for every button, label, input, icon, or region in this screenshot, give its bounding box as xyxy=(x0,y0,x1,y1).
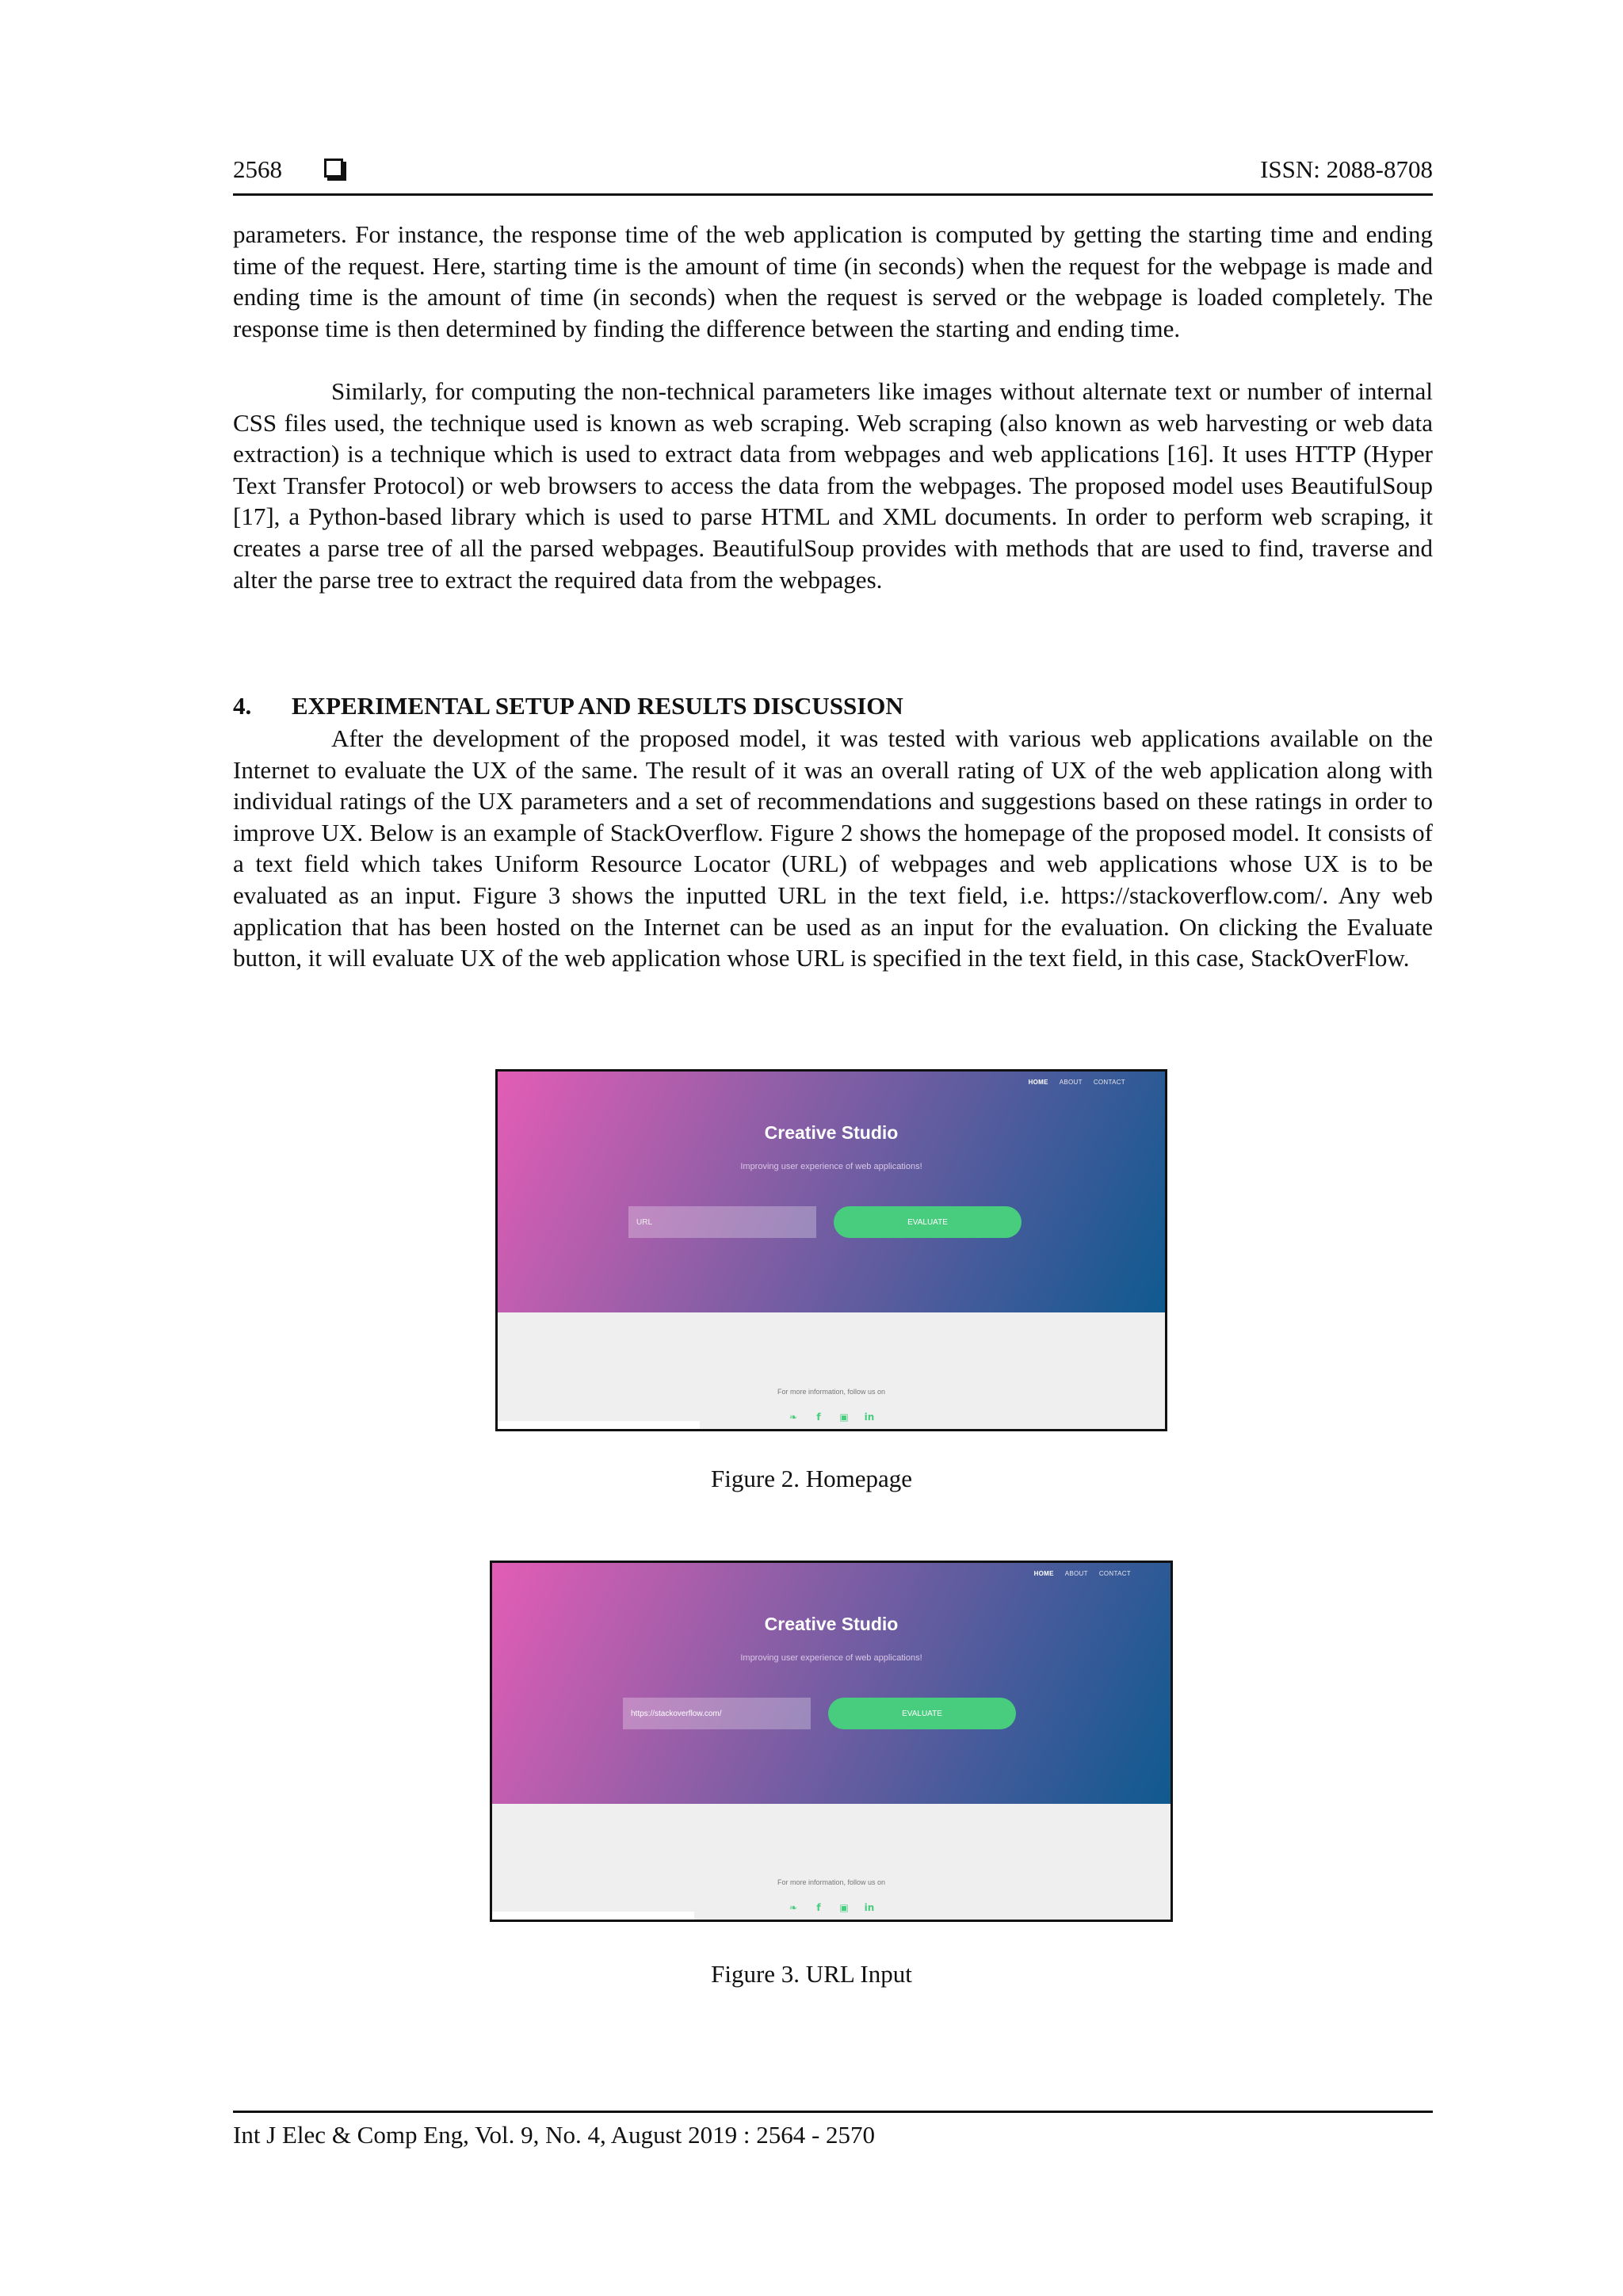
instagram-icon[interactable]: ▣ xyxy=(839,1902,849,1913)
nav-bar xyxy=(1023,1570,1131,1577)
studio-title: Creative Studio xyxy=(764,1122,899,1143)
follow-us-text: For more information, follow us on xyxy=(777,1878,886,1886)
page-number: 2568 xyxy=(233,155,282,183)
page-header xyxy=(233,155,1433,196)
instagram-icon[interactable]: ▣ xyxy=(839,1412,849,1423)
studio-subtitle: Improving user experience of web applications! xyxy=(740,1653,922,1663)
paragraph-1: parameters. For instance, the response time of the web application is computed by getting the starting time and ending time of the request. Here, starting time is the amount of time (in seconds) when the request for the webpage is made and ending time is the amount of time (in seconds) when the request is served or the webpage is loaded completely. The response time is then determined by finding the difference between the starting and ending time. xyxy=(233,220,1433,342)
hero-banner xyxy=(492,1563,1170,1804)
twitter-icon[interactable]: ❧ xyxy=(789,1902,798,1913)
url-input[interactable] xyxy=(623,1698,811,1729)
nav-home[interactable]: HOME xyxy=(1028,1079,1048,1086)
section-title: EXPERIMENTAL SETUP AND RESULTS DISCUSSION xyxy=(292,692,903,720)
nav-about[interactable]: ABOUT xyxy=(1064,1570,1088,1577)
facebook-icon[interactable]: f xyxy=(816,1412,821,1423)
nav-home[interactable]: HOME xyxy=(1033,1570,1054,1577)
studio-title: Creative Studio xyxy=(764,1614,899,1634)
nav-contact[interactable]: CONTACT xyxy=(1098,1570,1131,1577)
nav-about[interactable]: ABOUT xyxy=(1059,1079,1083,1086)
linkedin-icon[interactable]: in xyxy=(864,1902,875,1913)
hero-banner xyxy=(498,1072,1165,1312)
twitter-icon[interactable]: ❧ xyxy=(789,1412,798,1423)
nav-bar xyxy=(1018,1079,1125,1086)
nav-contact[interactable]: CONTACT xyxy=(1093,1079,1125,1086)
figure-3-caption: Figure 3. URL Input xyxy=(711,1960,912,1988)
follow-us-text: For more information, follow us on xyxy=(777,1388,886,1396)
studio-subtitle: Improving user experience of web applications! xyxy=(740,1162,922,1171)
evaluate-button[interactable]: EVALUATE xyxy=(834,1206,1022,1238)
box-icon xyxy=(324,159,343,178)
figure-homepage-screenshot xyxy=(495,1069,1167,1431)
section-number: 4. xyxy=(233,692,252,720)
status-strip xyxy=(498,1421,700,1429)
journal-citation: Int J Elec & Comp Eng, Vol. 9, No. 4, August 2019 : 2564 - 2570 xyxy=(233,2121,876,2149)
figure-2-caption: Figure 2. Homepage xyxy=(711,1465,912,1492)
facebook-icon[interactable]: f xyxy=(816,1902,821,1913)
issn: ISSN: 2088-8708 xyxy=(1260,155,1433,183)
section-heading xyxy=(233,692,903,720)
figure-url-input-screenshot xyxy=(490,1561,1173,1922)
evaluate-button[interactable]: EVALUATE xyxy=(828,1698,1016,1729)
paragraph-2: Similarly, for computing the non-technical parameters like images without alternate text or number of internal CSS files used, the technique used is known as web scraping. Web scraping (also known as web harvesting or web data extraction) is a technique which is used to extract data from webpages and web applications [16]. It uses HTTP (Hyper Text Transfer Protocol) or web browsers to access the data from the webpages. The proposed model uses BeautifulSoup [17], a Python-based library which is used to parse HTML and XML documents. In order to perform web scraping, it creates a parse tree of all the parsed webpages. BeautifulSoup provides with methods that are used to find, traverse and alter the parse tree to extract the required data from the webpages. xyxy=(233,377,1433,594)
paragraph-3: After the development of the proposed model, it was tested with various web applications available on the Internet to evaluate the UX of the same. The result of it was an overall rating of UX of the web application along with individual ratings of the UX parameters and a set of recommendations and suggestions based on these ratings in order to improve UX. Below is an example of StackOverflow. Figure 2 shows the homepage of the proposed model. It consists of a text field which takes Uniform Resource Locator (URL) of webpages and web applications whose UX is to be evaluated as an input. Figure 3 shows the inputted URL in the text field, i.e. https://stackoverflow.com/. Any web application that has been hosted on the Internet can be used as an input for the evaluation. On clicking the Evaluate button, it will evaluate UX of the web application whose URL is specified in the text field, in this case, StackOverFlow. xyxy=(233,724,1433,972)
linkedin-icon[interactable]: in xyxy=(864,1412,875,1423)
page-footer xyxy=(233,2111,1433,2149)
status-strip xyxy=(492,1912,694,1920)
url-input[interactable] xyxy=(628,1206,816,1238)
